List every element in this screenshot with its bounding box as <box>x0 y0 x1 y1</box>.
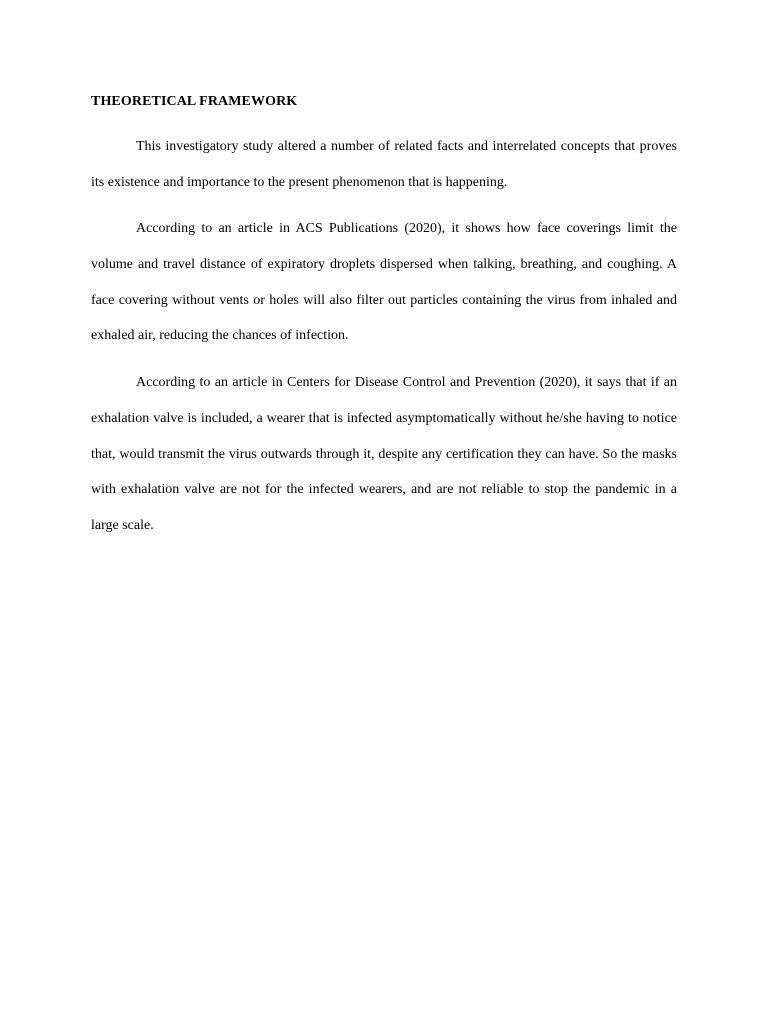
paragraph-acs-publications: According to an article in ACS Publications (2020), it shows how face coverings limit the volume and travel distance of expiratory droplets dispersed when talking, breathing, and coughing. A face covering without vents or holes will also filter out particles containing the virus from inhaled and exhaled air, reducing the chances of infection. <box>91 221 677 344</box>
paragraph-intro: This investigatory study altered a number of related facts and interrelated concepts that proves its existence and importance to the present phenomenon that is happening. <box>91 139 677 190</box>
paragraph-cdc: According to an article in Centers for Disease Control and Prevention (2020), it says that if an exhalation valve is included, a wearer that is infected asymptomatically without he/she having to notice that, would transmit the virus outwards through it, despite any certification they can have. So the masks with exhalation valve are not for the infected wearers, and are not reliable to stop the pandemic in a large scale. <box>91 375 677 534</box>
section-heading: THEORETICAL FRAMEWORK <box>91 94 298 109</box>
